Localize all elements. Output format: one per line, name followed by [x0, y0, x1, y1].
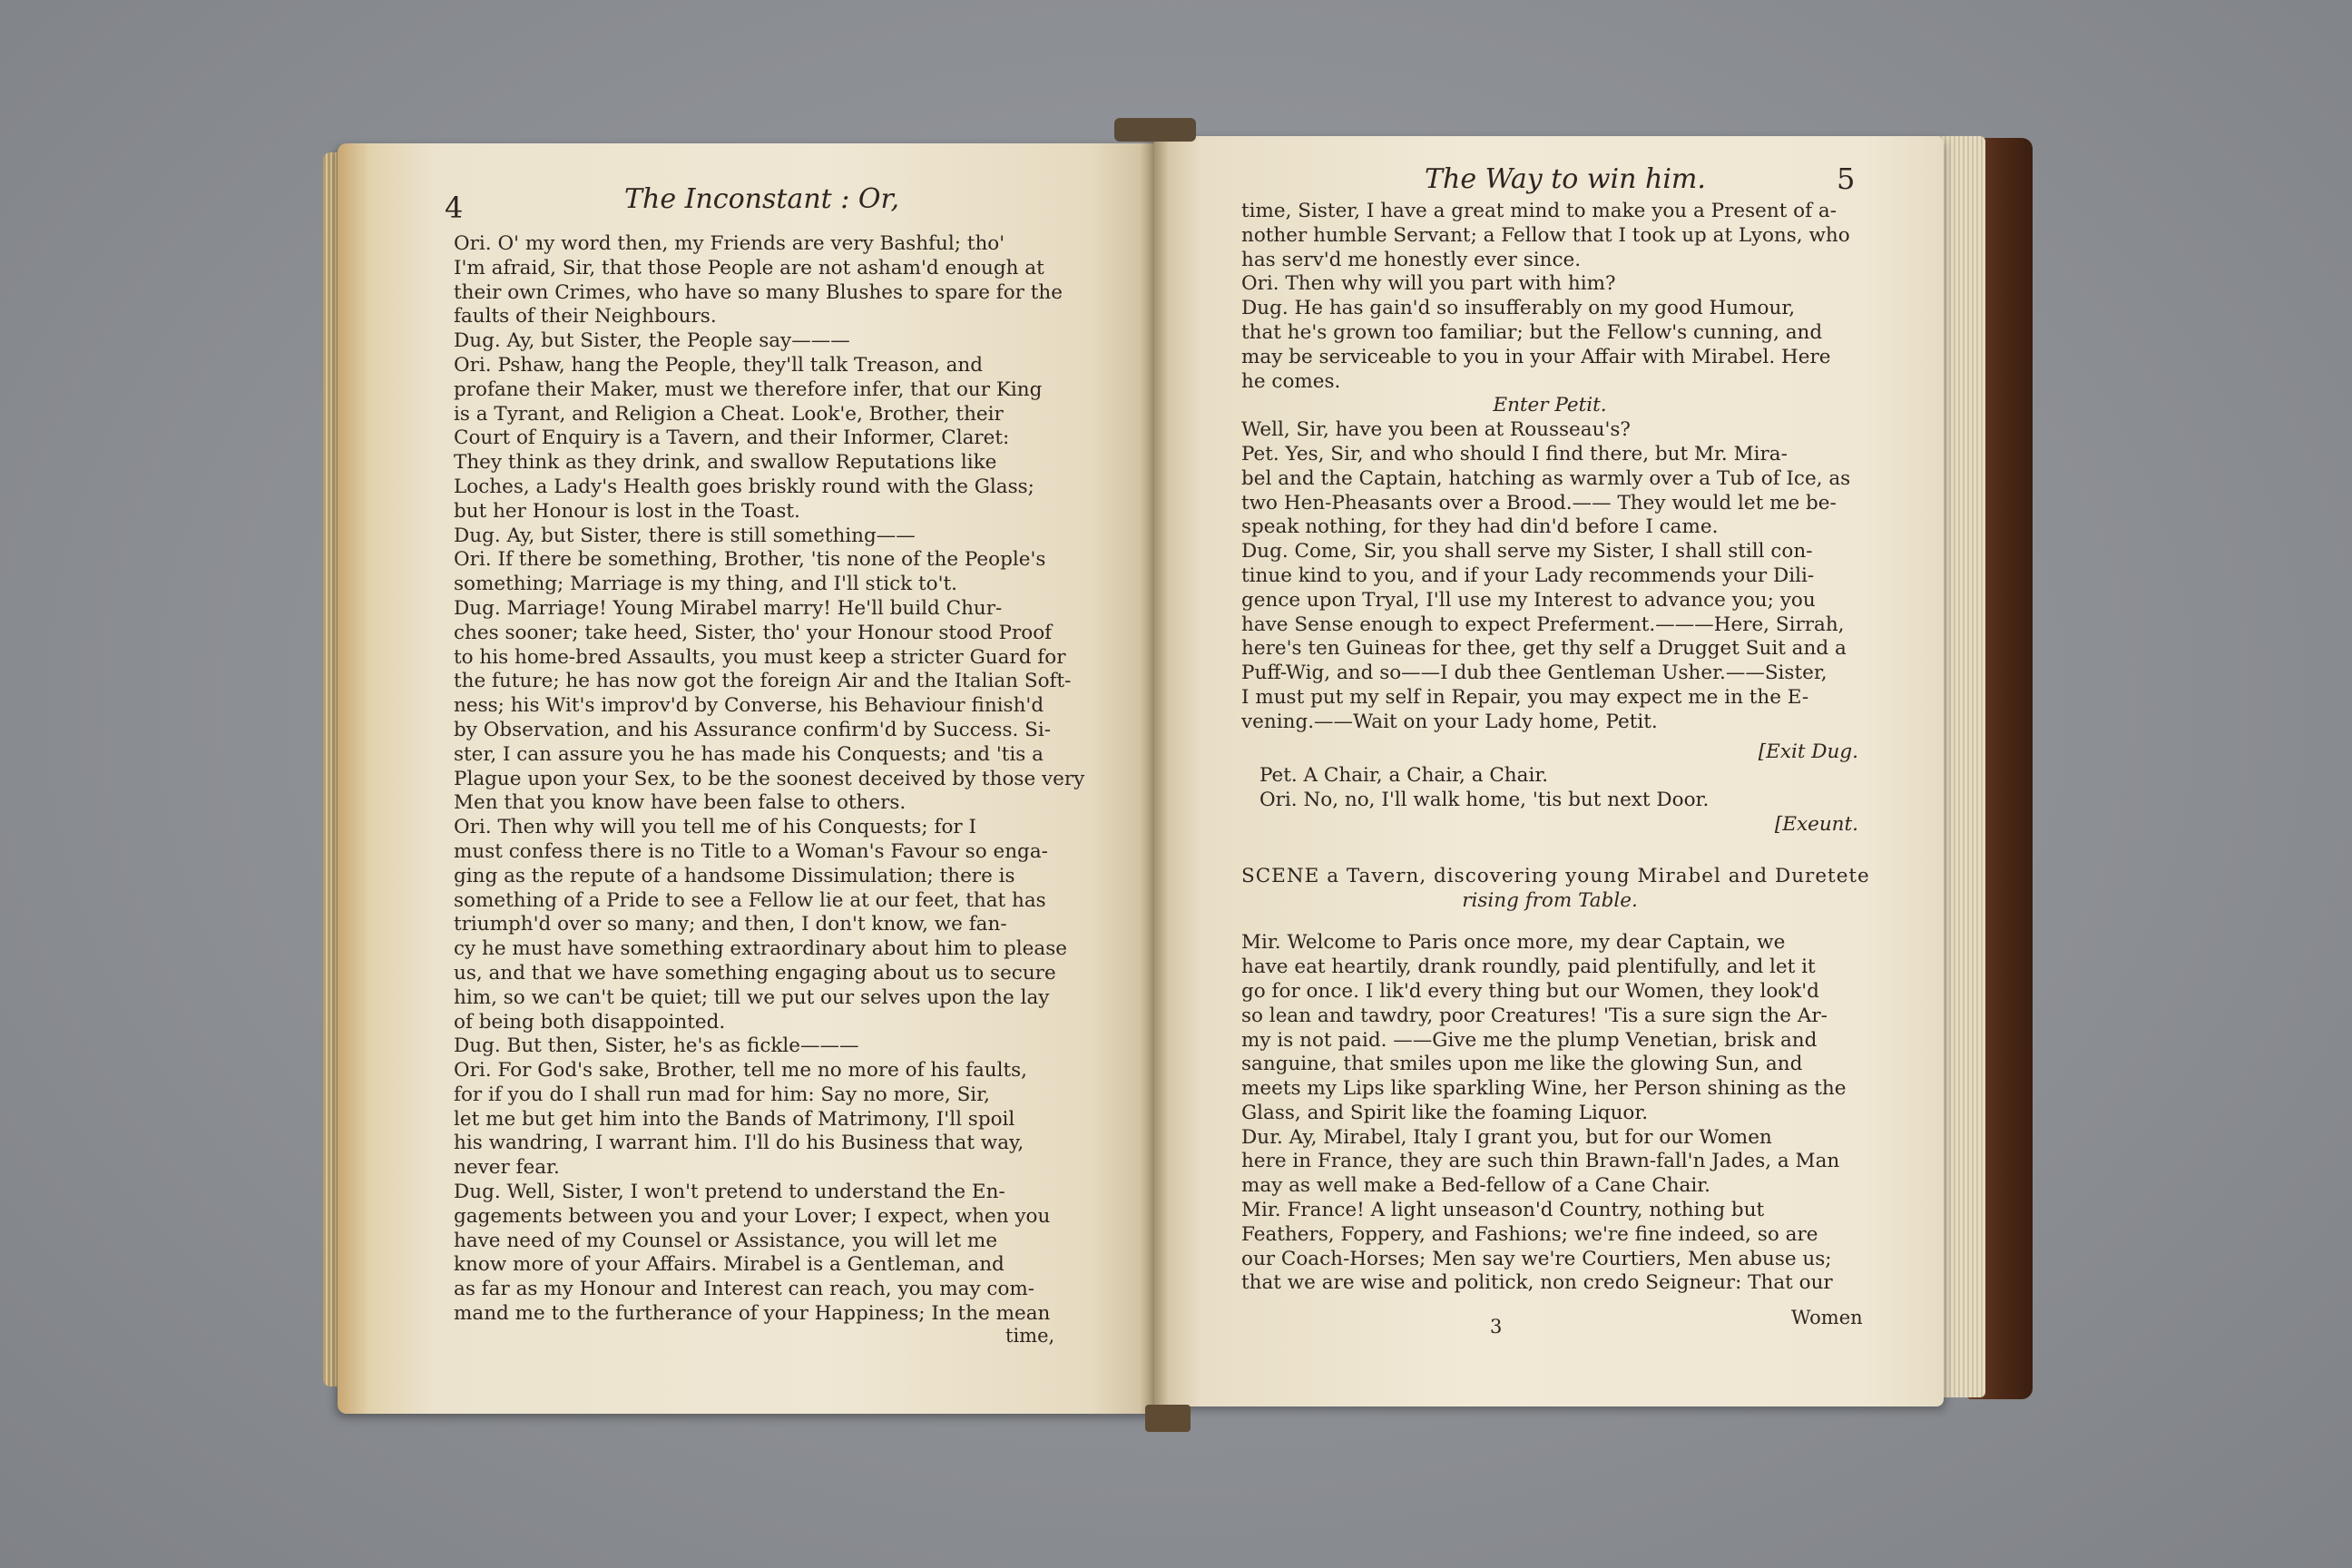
text-line: I must put my self in Repair, you may expect me in the E-: [1241, 685, 1809, 709]
right-page-text: [1241, 200, 1870, 1296]
text-line: Dug. Ay, but Sister, the People say———: [454, 329, 850, 353]
book-gutter: [1140, 136, 1169, 1416]
text-line: as far as my Honour and Interest can reach, you may com-: [454, 1278, 1035, 1301]
text-line: Men that you know have been false to others.: [454, 791, 906, 815]
text-line: by Observation, and his Assurance confirm'd by Success. Si-: [454, 718, 1052, 741]
text-line: mand me to the furtherance of your Happiness; In the mean: [454, 1302, 1051, 1326]
text-line: nother humble Servant; a Fellow that I took up at Lyons, who: [1241, 223, 1850, 247]
text-line: bel and the Captain, hatching as warmly over a Tub of Ice, as: [1241, 466, 1851, 490]
text-line: of being both disappointed.: [454, 1010, 726, 1034]
text-line: Loches, a Lady's Health goes briskly round with the Glass;: [454, 475, 1034, 498]
text-line: never fear.: [454, 1156, 560, 1180]
text-line: sanguine, that smiles upon me like the glowing Sun, and: [1241, 1053, 1803, 1076]
right-page: [1154, 136, 1944, 1406]
text-line: Dug. Come, Sir, you shall serve my Sister, I shall still con-: [1241, 540, 1813, 564]
text-line: let me but get him into the Bands of Matrimony, I'll spoil: [454, 1107, 1015, 1131]
page-number-left: 4: [445, 191, 464, 225]
stage-direction-exeunt: [Exeunt.: [1774, 812, 1858, 836]
signature-mark: 3: [1490, 1316, 1503, 1338]
text-line: Dug. But then, Sister, he's as fickle———: [454, 1034, 859, 1058]
text-line: Feathers, Foppery, and Fashions; we're fine indeed, so are: [1241, 1222, 1818, 1246]
text-line: here in France, they are such thin Brawn-fall'n Jades, a Man: [1241, 1150, 1840, 1173]
text-line: must confess there is no Title to a Woman's Favour so enga-: [454, 839, 1048, 863]
text-line: that we are wise and politick, non credo Seigneur: That our: [1241, 1271, 1833, 1295]
text-line: something; Marriage is my thing, and I'll stick to't.: [454, 573, 957, 596]
text-line: gagements between you and your Lover; I expect, when you: [454, 1204, 1051, 1228]
text-line: They think as they drink, and swallow Reputations like: [454, 451, 997, 475]
text-line: Dug. Marriage! Young Mirabel marry! He'll build Chur-: [454, 596, 1003, 620]
text-line: Mir. Welcome to Paris once more, my dear Captain, we: [1241, 931, 1786, 955]
text-line: go for once. I lik'd every thing but our Women, they look'd: [1241, 979, 1819, 1003]
stage-direction-exit: [Exit Dug.: [1758, 740, 1858, 763]
stage-direction-enter: Enter Petit.: [1493, 394, 1607, 417]
text-line: ness; his Wit's improv'd by Converse, his Behaviour finish'd: [454, 694, 1044, 718]
text-line: Ori. If there be something, Brother, 'tis none of the People's: [454, 548, 1046, 572]
text-line: Plague upon your Sex, to be the soonest deceived by those very: [454, 767, 1085, 790]
text-line: Glass, and Spirit like the foaming Liquor.: [1241, 1101, 1649, 1124]
running-head-right: The Way to win him.: [1425, 163, 1706, 195]
text-line: their own Crimes, who have so many Blushes to spare for the: [454, 280, 1063, 304]
running-head-left: The Inconstant : Or,: [624, 183, 900, 215]
text-line: Pet. Yes, Sir, and who should I find there, but Mr. Mira-: [1241, 442, 1788, 466]
text-line: ging as the repute of a handsome Dissimulation; there is: [454, 864, 1015, 887]
left-page-text: [454, 232, 1085, 1327]
text-line: Mir. France! A light unseason'd Country, nothing but: [1241, 1199, 1765, 1222]
text-line: he comes.: [1241, 369, 1341, 393]
text-line: Ori. No, no, I'll walk home, 'tis but next Door.: [1259, 789, 1710, 812]
text-line: ster, I can assure you he has made his Conquests; and 'tis a: [454, 742, 1044, 766]
text-line: triumph'd over so many; and then, I don't know, we fan-: [454, 913, 1007, 936]
text-line: that he's grown too familiar; but the Fellow's cunning, and: [1241, 320, 1823, 344]
text-line: faults of their Neighbours.: [454, 305, 717, 328]
text-line: know more of your Affairs. Mirabel is a Gentleman, and: [454, 1253, 1004, 1277]
text-line: I'm afraid, Sir, that those People are not asham'd enough at: [454, 256, 1044, 279]
text-line: his wandring, I warrant him. I'll do his Business that way,: [454, 1132, 1024, 1155]
text-line: Court of Enquiry is a Tavern, and their Informer, Claret:: [454, 426, 1010, 450]
text-line: to his home-bred Assaults, you must keep a stricter Guard for: [454, 645, 1066, 669]
text-line: Dug. Ay, but Sister, there is still something——: [454, 524, 916, 547]
text-line: for if you do I shall run mad for him: Say no more, Sir,: [454, 1083, 990, 1106]
text-line: Ori. Then why will you part with him?: [1241, 272, 1616, 296]
text-line: but her Honour is lost in the Toast.: [454, 499, 800, 523]
text-line: our Coach-Horses; Men say we're Courtiers, Men abuse us;: [1241, 1247, 1832, 1270]
text-line: vening.——Wait on your Lady home, Petit.: [1241, 710, 1658, 733]
text-line: have eat heartily, drank roundly, paid plentifully, and let it: [1241, 956, 1816, 979]
catchword-right: Women: [1791, 1307, 1863, 1328]
scene-heading: SCENE a Tavern, discovering young Mirabel and Duretete: [1241, 864, 1870, 887]
text-line: Ori. For God's sake, Brother, tell me no more of his faults,: [454, 1059, 1028, 1083]
text-line: time, Sister, I have a great mind to make you a Present of a-: [1241, 200, 1837, 222]
text-line: have need of my Counsel or Assistance, you will let me: [454, 1229, 998, 1252]
text-line: Dur. Ay, Mirabel, Italy I grant you, but for our Women: [1241, 1125, 1772, 1149]
text-line: Ori. O' my word then, my Friends are very Bashful; tho': [454, 232, 1005, 255]
text-line: gence upon Tryal, I'll use my Interest to advance you; you: [1241, 588, 1816, 612]
page-number-right: 5: [1837, 162, 1856, 196]
text-line: so lean and tawdry, poor Creatures! 'Tis a sure sign the Ar-: [1241, 1004, 1828, 1027]
text-line: may be serviceable to you in your Affair with Mirabel. Here: [1241, 345, 1831, 368]
text-line: is a Tyrant, and Religion a Cheat. Look'e, Brother, their: [454, 402, 1004, 426]
text-line: Ori. Pshaw, hang the People, they'll talk Treason, and: [454, 353, 984, 377]
text-line: something of a Pride to see a Fellow lie at our feet, that has: [454, 888, 1046, 912]
text-line: Well, Sir, have you been at Rousseau's?: [1241, 418, 1631, 442]
text-line: ches sooner; take heed, Sister, tho' your Honour stood Proof: [454, 621, 1053, 644]
text-line: Puff-Wig, and so——I dub thee Gentleman Usher.——Sister,: [1241, 662, 1828, 685]
text-line: have Sense enough to expect Preferment.———Here, Sirrah,: [1241, 612, 1845, 636]
text-line: speak nothing, for they had din'd before I came.: [1241, 515, 1719, 539]
spine-top-fragment: [1114, 118, 1196, 142]
text-line: Dug. Well, Sister, I won't pretend to understand the En-: [454, 1181, 1005, 1204]
text-line: here's ten Guineas for thee, get thy self a Drugget Suit and a: [1241, 637, 1847, 661]
text-line: my is not paid. ——Give me the plump Venetian, brisk and: [1241, 1028, 1818, 1052]
text-line: tinue kind to you, and if your Lady recommends your Dili-: [1241, 564, 1815, 587]
text-line: Pet. A Chair, a Chair, a Chair.: [1259, 764, 1549, 788]
text-line: profane their Maker, must we therefore infer, that our King: [454, 377, 1043, 401]
text-line: him, so we can't be quiet; till we put our selves upon the lay: [454, 985, 1050, 1009]
text-line: us, and that we have something engaging about us to secure: [454, 961, 1056, 985]
text-line: Dug. He has gain'd so insufferably on my good Humour,: [1241, 297, 1796, 320]
spine-bottom-fragment: [1145, 1405, 1191, 1432]
text-line: two Hen-Pheasants over a Brood.—— They would let me be-: [1241, 491, 1837, 514]
catchword-left: time,: [1005, 1325, 1055, 1347]
scene-heading-cont: rising from Table.: [1462, 888, 1638, 912]
left-page: [338, 143, 1154, 1414]
text-line: has serv'd me honestly ever since.: [1241, 248, 1582, 271]
text-line: meets my Lips like sparkling Wine, her Person shining as the: [1241, 1077, 1847, 1101]
text-line: the future; he has now got the foreign Air and the Italian Soft-: [454, 670, 1072, 693]
text-line: Ori. Then why will you tell me of his Conquests; for I: [454, 816, 976, 839]
text-line: cy he must have something extraordinary about him to please: [454, 937, 1067, 961]
text-line: may as well make a Bed-fellow of a Cane Chair.: [1241, 1174, 1710, 1198]
